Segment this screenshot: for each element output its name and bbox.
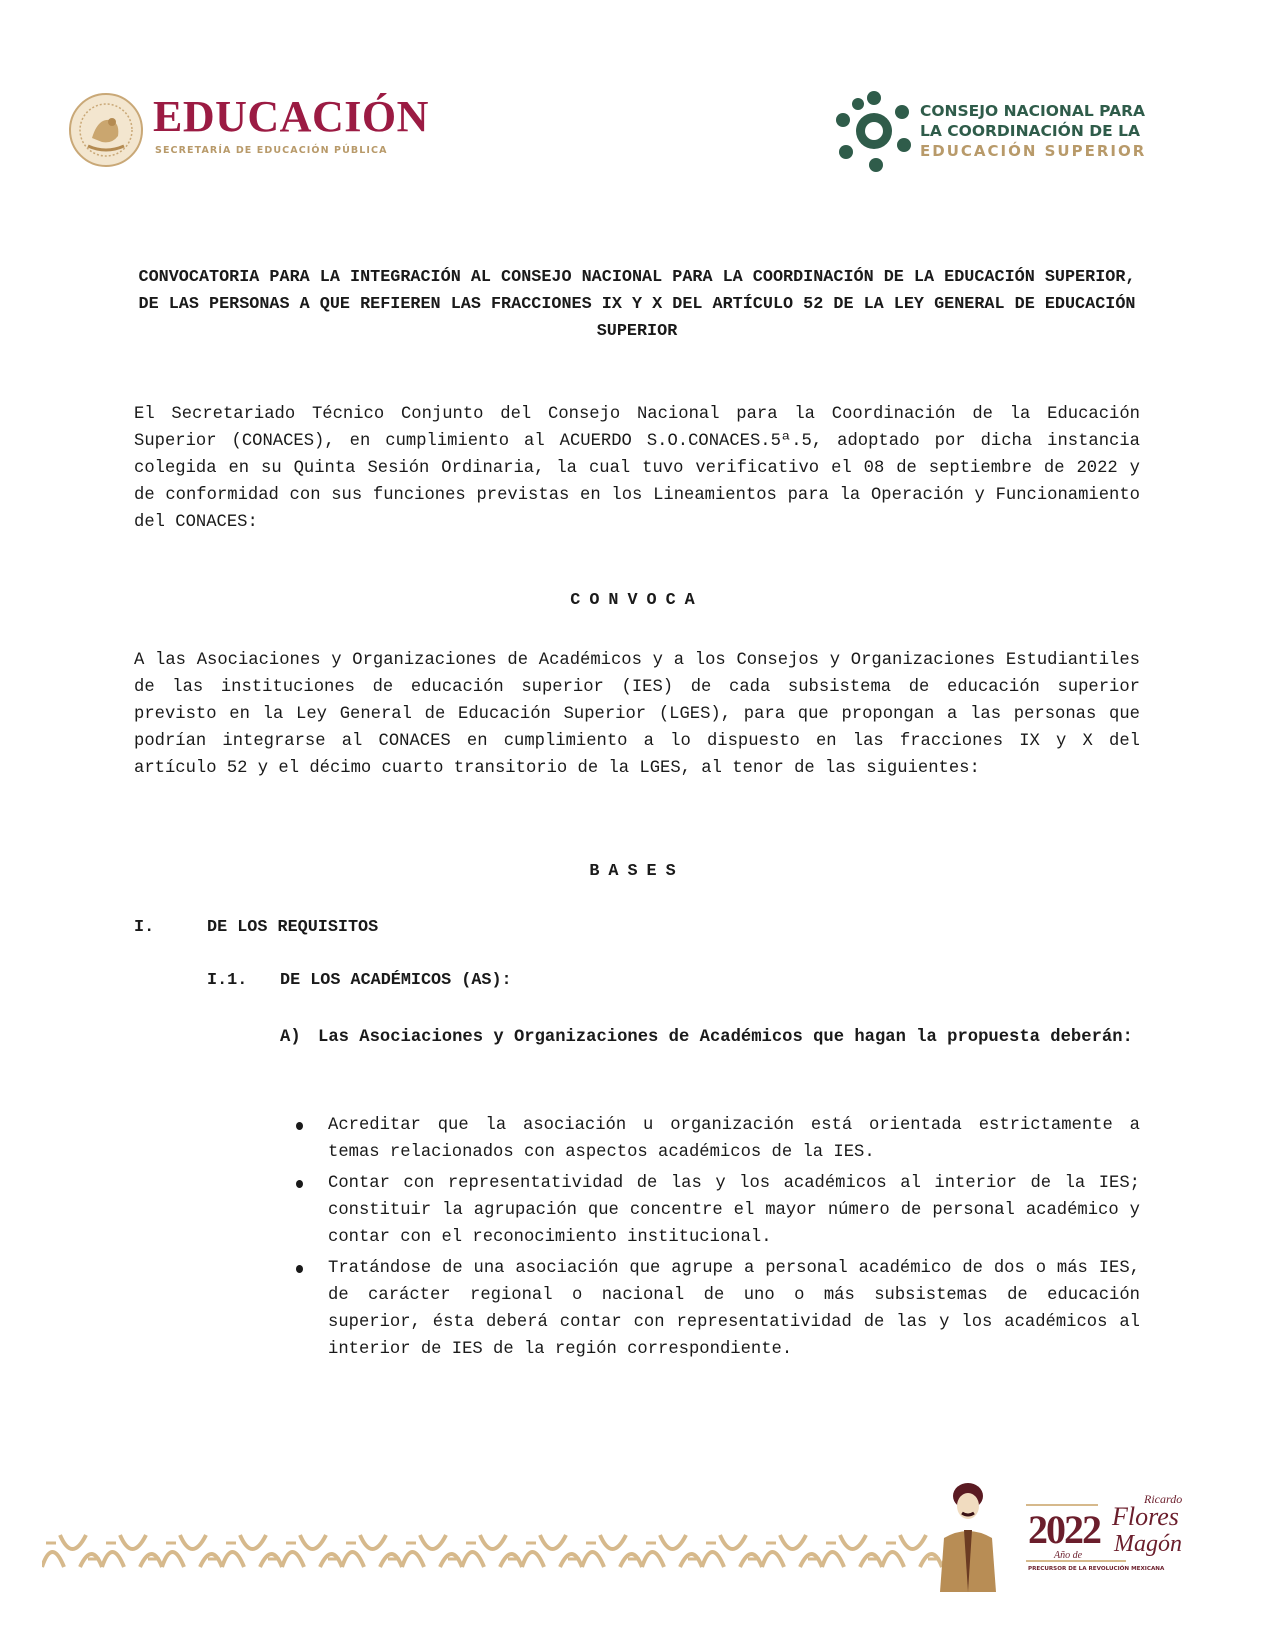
bullet-icon [296, 1122, 303, 1130]
conaces-line2: LA COORDINACIÓN DE LA [920, 122, 1140, 140]
conaces-logo-text [920, 101, 1146, 161]
bases-heading: BASES [589, 862, 685, 881]
list-item [290, 1170, 1140, 1251]
section-title: DE LOS REQUISITOS [207, 918, 379, 937]
subsection-number: I.1. [207, 971, 248, 990]
intro-paragraph: El Secretariado Técnico Conjunto del Consejo Nacional para la Coordinación de la Educación Superior (CONACES), en cumplimiento al ACUERDO S.O.CONACES.5ª.5, adoptado por dicha instancia colegida en su Quinta Sesión Ordinaria, la cual tuvo verificativo el 08 de septiembre de 2022 y de conformidad con sus funciones previstas en los Lineamientos para la Operación y Funcionamiento del CONACES: [134, 405, 1140, 532]
sep-subtitle: SECRETARÍA DE EDUCACIÓN PÚBLICA [155, 145, 388, 156]
item-a [280, 1024, 1140, 1051]
requirements-list [290, 1112, 1140, 1367]
sep-coat-of-arms-icon [68, 92, 144, 168]
subsection-title: DE LOS ACADÉMICOS (AS): [280, 971, 512, 990]
list-item-text: Acreditar que la asociación u organización está orientada estrictamente a temas relacionados con aspectos académicos de la IES. [328, 1116, 1140, 1162]
ano-de-label: Año de [1054, 1550, 1083, 1561]
conaces-line1: CONSEJO NACIONAL PARA [920, 102, 1146, 120]
list-item-text: Contar con representatividad de las y los académicos al interior de la IES; constituir la agrupación que concentre el mayor número de personal académico y contar con el reconocimiento institucional. [328, 1174, 1140, 1247]
list-item [290, 1112, 1140, 1166]
convoca-paragraph: A las Asociaciones y Organizaciones de Académicos y a los Consejos y Organizaciones Estudiantiles de las instituciones de educación superior (IES) de cada subsistema de educación superior previsto en la Ley General de Educación Superior (LGES), para que propongan a las personas que podrían integrarse al CONACES en cumplimiento a lo dispuesto en las fracciones IX y X del artículo 52 y el décimo cuarto transitorio de la LGES, al tenor de las siguientes: [134, 651, 1140, 778]
list-item [290, 1255, 1140, 1363]
document-title: CONVOCATORIA PARA LA INTEGRACIÓN AL CONSEJO NACIONAL PARA LA COORDINACIÓN DE LA EDUCACIÓN SUPERIOR, DE LAS PERSONAS A QUE REFIEREN LAS FRACCIONES IX Y X DEL ARTÍCULO 52 DE LA LEY GENERAL DE EDUCACIÓN SUPERIOR [138, 268, 1136, 341]
item-a-text: Las Asociaciones y Organizaciones de Académicos que hagan la propuesta deberán: [318, 1028, 1133, 1047]
convoca-heading: CONVOCA [570, 591, 704, 610]
ricardo-flores-magon-logo [930, 1480, 1190, 1595]
name-magon: Magón [1114, 1531, 1182, 1557]
conaces-gear-people-icon [834, 90, 914, 172]
item-a-label: A) [280, 1028, 301, 1047]
magon-tagline: PRECURSOR DE LA REVOLUCIÓN MEXICANA [1028, 1566, 1165, 1572]
list-item-text: Tratándose de una asociación que agrupe a personal académico de dos o más IES, de carácter regional o nacional de uno o más subsistemas de educación superior, ésta deberá contar con representatividad de las y los académicos al interior de IES de la región correspondiente. [328, 1259, 1140, 1359]
educacion-wordmark: EDUCACIÓN [153, 92, 429, 141]
conaces-line3: EDUCACIÓN SUPERIOR [920, 142, 1147, 160]
year-2022: 2022 [1028, 1507, 1100, 1552]
name-flores: Flores [1112, 1502, 1179, 1531]
bullet-icon [296, 1265, 303, 1273]
bullet-icon [296, 1180, 303, 1188]
section-number: I. [134, 918, 155, 937]
name-ricardo: Ricardo [1144, 1492, 1183, 1506]
decorative-pattern-band-icon [42, 1533, 947, 1569]
